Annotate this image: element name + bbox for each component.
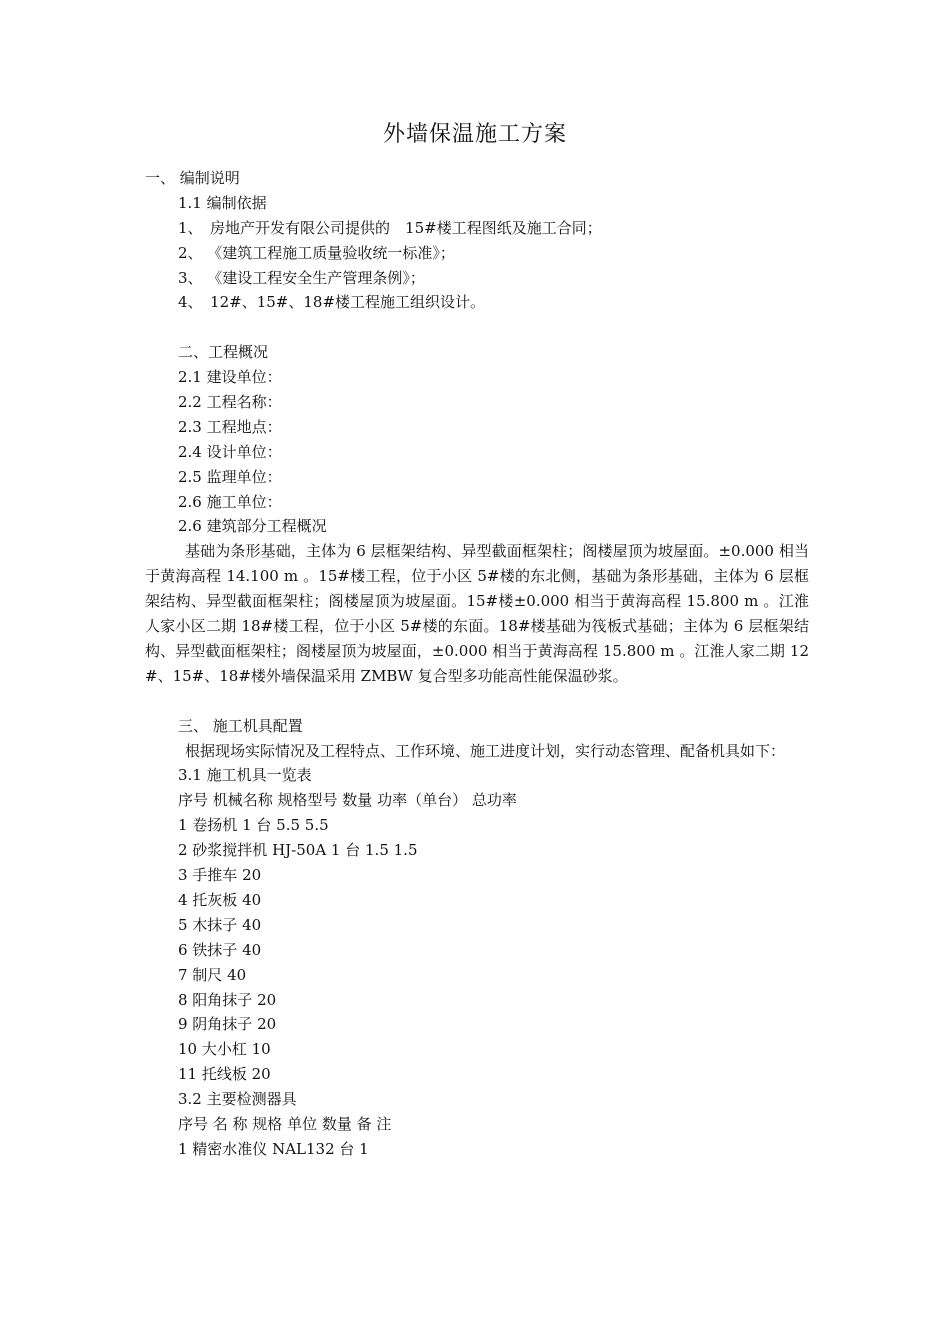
table-row: 2 砂浆搅拌机 HJ-50A 1 台 1.5 1.5 <box>178 841 418 860</box>
document-title: 外墙保温施工方案 <box>382 122 567 147</box>
section-1-1-heading: 1.1 编制依据 <box>178 193 267 212</box>
table-row: 7 制尺 40 <box>178 965 247 984</box>
overview-item: 2.5 监理单位： <box>178 467 282 486</box>
basis-item: 4、 12#、15#、18#楼工程施工组织设计。 <box>178 293 486 312</box>
table-row: 9 阴角抹子 20 <box>178 1015 277 1034</box>
table-row: 11 托线板 20 <box>178 1065 271 1084</box>
table-row: 1 卷扬机 1 台 5.5 5.5 <box>178 816 329 835</box>
section-1-heading: 一、 编制说明 <box>145 169 240 187</box>
overview-item: 2.6 施工单位： <box>178 492 282 511</box>
table-row: 4 托灰板 40 <box>178 890 262 909</box>
equipment-intro-paragraph: 根据现场实际情况及工程特点、工作环境、施工进度计划，实行动态管理、配备机具如下： <box>185 741 786 760</box>
table-2-title: 3.2 主要检测器具 <box>178 1090 297 1109</box>
table-row: 5 木抹子 40 <box>178 915 262 934</box>
table-row: 3 手推车 20 <box>178 866 262 885</box>
basis-item: 1、 房地产开发有限公司提供的 15#楼工程图纸及施工合同； <box>178 218 602 237</box>
basis-item: 2、 《建筑工程施工质量验收统一标准》； <box>178 243 455 262</box>
section-3-heading: 三、 施工机具配置 <box>178 716 303 735</box>
table-2-header: 序号 名 称 规格 单位 数量 备 注 <box>178 1114 392 1133</box>
table-1-title: 3.1 施工机具一览表 <box>178 766 312 785</box>
table-row: 6 铁抹子 40 <box>178 940 262 959</box>
overview-item: 2.1 建设单位： <box>178 368 282 387</box>
overview-item: 2.6 建筑部分工程概况 <box>178 517 327 536</box>
table-row: 1 精密水准仪 NAL132 台 1 <box>178 1139 369 1158</box>
basis-item: 3、 《建设工程安全生产管理条例》； <box>178 268 425 287</box>
table-1-header: 序号 机械名称 规格型号 数量 功率（单台） 总功率 <box>178 791 517 810</box>
overview-item: 2.4 设计单位： <box>178 442 282 461</box>
overview-item: 2.2 工程名称： <box>178 393 282 412</box>
spacer <box>145 689 809 714</box>
project-overview-paragraph: 基础为条形基础，主体为 6 层框架结构、异型截面框架柱；阁楼屋顶为坡屋面。±0.000 相当于黄海高程 14.100 m 。15#楼工程，位于小区 5#楼的东北侧，基础为条形基础，主体为 6 层框架结构、异型截面框架柱；阁楼屋顶为坡屋面。15#楼±0.000 相当于黄海高程 15.800 m 。江淮人家小区二期 18#楼工程，位于小区 5#楼的东面。18#楼基础为筏板式基础；主体为 6 层框架结构、异型截面框架柱；阁楼屋顶为坡屋面，±0.000 相当于黄海高程 15.800 m 。江淮人家二期 12#、15#、18#楼外墙保温采用 ZMBW 复合型多功能高性能保温砂浆。 <box>145 542 809 685</box>
document-body <box>145 166 809 1162</box>
spacer <box>145 315 809 340</box>
table-row: 8 阳角抹子 20 <box>178 990 277 1009</box>
table-row: 10 大小杠 10 <box>178 1040 271 1059</box>
overview-item: 2.3 工程地点： <box>178 417 282 436</box>
section-2-heading: 二、工程概况 <box>178 343 269 362</box>
